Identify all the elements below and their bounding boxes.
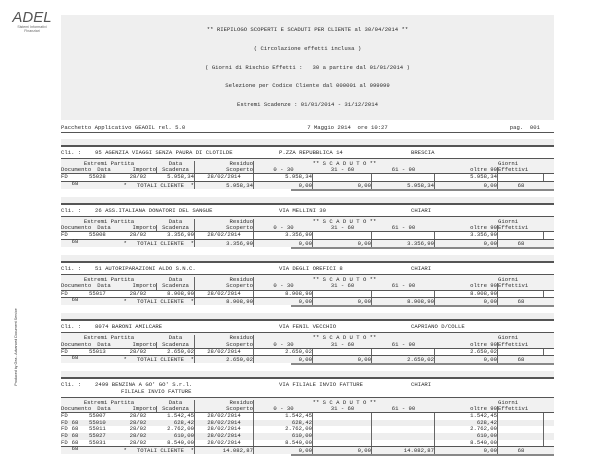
days: 68 xyxy=(71,354,79,362)
doc-date: 28/02 xyxy=(129,438,147,446)
doc-number: 55008 xyxy=(89,231,106,239)
due-date: 28/02/2014 xyxy=(195,426,254,433)
page-number: 001 xyxy=(529,124,540,132)
report-date: 7 Maggio 2014 ore 10:27 xyxy=(307,124,388,132)
days: 68 xyxy=(71,445,79,453)
col-data-top: Data xyxy=(157,277,195,283)
col-scadenza: Scadenza xyxy=(157,225,195,231)
col-giorni: Giorni xyxy=(498,217,519,225)
col-data: Data xyxy=(97,340,111,348)
col-effettivi: Effettivi xyxy=(498,224,529,232)
bucket-61-90: 1.542,45 xyxy=(435,413,498,420)
residual: 5.958,34 xyxy=(254,174,313,181)
col-residuo: Residuo xyxy=(195,400,254,406)
due-date: 28/02/2014 xyxy=(195,291,254,298)
bucket-61-90: 628,42 xyxy=(435,420,498,427)
col-residuo: Residuo xyxy=(195,277,254,283)
column-header xyxy=(61,217,554,231)
doc-type: FD xyxy=(61,412,68,420)
doc-date: 28/02 xyxy=(129,418,147,426)
bucket-0-30 xyxy=(313,426,372,433)
doc-type: FD xyxy=(61,231,68,239)
col-data-top: Data xyxy=(157,400,195,406)
client-label: Cli. : xyxy=(61,323,82,331)
bucket-oltre-90 xyxy=(498,174,544,181)
col-31-60: 31 - 60 xyxy=(330,405,355,412)
col-oltre-90: oltre 90 xyxy=(435,283,498,289)
divider xyxy=(291,189,554,191)
total-31-60: 0,00 xyxy=(313,447,372,454)
total-oltre-90: 0,00 xyxy=(435,447,498,454)
bucket-61-90: 2.650,02 xyxy=(435,349,498,356)
col-importo: Importo xyxy=(119,167,157,173)
doc-number: 55028 xyxy=(89,173,106,181)
client-totals-row xyxy=(61,447,554,454)
client-header xyxy=(61,147,554,158)
report-subtitle-estremi: Estremi Scadenze : 01/01/2014 - 31/12/2014 xyxy=(237,100,378,108)
days: 68 xyxy=(71,418,79,426)
col-oltre-90: oltre 90 xyxy=(435,406,498,412)
bucket-31-60 xyxy=(372,232,435,239)
client-code-name: 2499 BENZINA A GO' GO' S.r.l. xyxy=(95,381,193,389)
total-residuo: 8.908,90 xyxy=(195,298,254,305)
bucket-oltre-90 xyxy=(498,413,544,420)
client-list xyxy=(61,139,554,456)
total-31-60: 0,00 xyxy=(313,240,372,247)
due-date: 28/02/2014 xyxy=(195,440,254,447)
bucket-oltre-90 xyxy=(498,232,544,239)
totals-label: * TOTALI CLIENTE * xyxy=(61,240,195,247)
bucket-oltre-90 xyxy=(498,433,544,440)
doc-type: FD xyxy=(61,347,68,355)
col-scaduto: ** S C A D U T O ** xyxy=(312,159,377,167)
col-effettivi: Effettivi xyxy=(498,405,529,412)
client-totals-row xyxy=(61,179,554,189)
total-giorni: 68 xyxy=(517,298,525,306)
client-block xyxy=(61,371,554,456)
amount: 1.542,45 xyxy=(157,413,195,420)
col-estremi-partita: Estremi Partita xyxy=(83,159,135,167)
doc-date: 28/02 xyxy=(129,289,147,297)
total-0-30: 0,00 xyxy=(254,182,313,189)
due-date: 28/02/2014 xyxy=(195,433,254,440)
doc-number: 55007 xyxy=(89,412,106,420)
client-header xyxy=(61,379,554,396)
page-label: pag. xyxy=(509,124,524,132)
bucket-0-30 xyxy=(313,440,372,447)
total-giorni: 68 xyxy=(517,356,525,364)
report-title: ** RIEPILOGO SCOPERTI E SCADUTI PER CLIENTE al 30/04/2014 ** xyxy=(206,26,409,34)
client-header xyxy=(61,263,554,274)
logo-subtitle-2: Finanziari xyxy=(24,29,40,34)
total-residuo: 5.958,34 xyxy=(195,182,254,189)
client-name xyxy=(95,208,279,214)
doc-date: 28/02 xyxy=(129,431,147,439)
due-date: 28/02/2014 xyxy=(195,420,254,427)
col-scaduto: ** S C A D U T O ** xyxy=(312,276,377,284)
bucket-31-60 xyxy=(372,426,435,433)
col-0-30: 0 - 30 xyxy=(273,282,294,290)
residual: 1.542,45 xyxy=(254,413,313,420)
amount: 3.356,99 xyxy=(157,232,195,239)
client-address: VIA FENIL VECCHIO xyxy=(279,323,337,331)
col-data-top: Data xyxy=(157,335,195,341)
total-0-30: 0,00 xyxy=(254,447,313,454)
report-subtitle-circolazione: ( Circolazione effetti inclusa ) xyxy=(253,45,362,52)
total-residuo: 3.356,99 xyxy=(195,240,254,247)
col-scaduto: ** S C A D U T O ** xyxy=(312,217,377,225)
col-scoperto: Scoperto xyxy=(195,342,254,348)
col-oltre-90: oltre 90 xyxy=(435,167,498,173)
doc-type: FD xyxy=(61,289,68,297)
due-date: 28/02/2014 xyxy=(195,174,254,181)
amount: 2.762,00 xyxy=(157,426,195,433)
column-header xyxy=(61,275,554,289)
total-61-90: 5.958,34 xyxy=(372,182,435,189)
total-31-60: 0,00 xyxy=(313,356,372,363)
col-effettivi: Effettivi xyxy=(498,340,529,348)
col-documento: Documento xyxy=(61,340,92,348)
col-scadenza: Scadenza xyxy=(157,342,195,348)
report-subtitle-selezione: Selezione per Codice Cliente dal 000001 al 999999 xyxy=(225,82,390,90)
doc-type: FD xyxy=(61,431,68,439)
col-giorni: Giorni xyxy=(498,398,519,406)
col-scoperto: Scoperto xyxy=(195,283,254,289)
col-61-90: 61 - 90 xyxy=(391,224,416,232)
client-code-name: 26 ASS.ITALIANA DONATORI DEL SANGUE xyxy=(95,206,213,214)
col-31-60: 31 - 60 xyxy=(330,340,355,348)
totals-label: * TOTALI CLIENTE * xyxy=(61,298,195,305)
col-61-90: 61 - 90 xyxy=(391,340,416,348)
col-estremi-partita: Estremi Partita xyxy=(83,276,135,284)
client-label: Cli. : xyxy=(61,381,82,389)
col-documento: Documento xyxy=(61,405,92,412)
client-name xyxy=(95,324,279,330)
doc-type: FD xyxy=(61,438,68,446)
bucket-31-60 xyxy=(372,349,435,356)
client-totals-row xyxy=(61,298,554,305)
client-address: VIA DEGLI OREFICI 8 xyxy=(279,264,343,272)
client-code-name: 8074 BARONI AMILCARE xyxy=(95,323,163,331)
doc-type: FD xyxy=(61,425,68,433)
doc-number: 55010 xyxy=(89,418,106,426)
bucket-0-30 xyxy=(313,420,372,427)
amount: 2.650,02 xyxy=(157,349,195,356)
doc-number: 55027 xyxy=(89,431,106,439)
bucket-0-30 xyxy=(313,291,372,298)
bucket-61-90: 5.958,34 xyxy=(435,174,498,181)
bucket-61-90: 3.356,99 xyxy=(435,232,498,239)
residual: 2.762,00 xyxy=(254,426,313,433)
bucket-0-30 xyxy=(313,232,372,239)
client-city: CHIARI xyxy=(411,206,432,214)
column-header xyxy=(61,398,554,412)
total-61-90: 14.082,87 xyxy=(372,447,435,454)
col-giorni: Giorni xyxy=(498,276,519,284)
client-address: VIA MELLINI 30 xyxy=(279,206,326,214)
col-31-60: 31 - 60 xyxy=(330,224,355,232)
client-block xyxy=(61,313,554,365)
logo-subtitle-1: Sistemi Informativi xyxy=(17,25,47,29)
bucket-31-60 xyxy=(372,413,435,420)
col-estremi-partita: Estremi Partita xyxy=(83,398,135,406)
bucket-0-30 xyxy=(313,413,372,420)
doc-number: 55013 xyxy=(89,347,106,355)
doc-number: 55017 xyxy=(89,289,106,297)
total-giorni: 68 xyxy=(517,239,525,247)
bucket-61-90: 8.540,00 xyxy=(435,440,498,447)
bucket-oltre-90 xyxy=(498,291,544,298)
col-importo: Importo xyxy=(119,225,157,231)
total-residuo: 2.650,02 xyxy=(195,356,254,363)
bucket-oltre-90 xyxy=(498,440,544,447)
col-oltre-90: oltre 90 xyxy=(435,342,498,348)
total-31-60: 0,00 xyxy=(313,298,372,305)
client-totals-row xyxy=(61,356,554,363)
due-date: 28/02/2014 xyxy=(195,413,254,420)
page-indicator xyxy=(510,125,540,131)
total-oltre-90: 0,00 xyxy=(435,356,498,363)
column-header xyxy=(61,159,554,173)
col-residuo: Residuo xyxy=(195,335,254,341)
col-importo: Importo xyxy=(119,283,157,289)
col-giorni: Giorni xyxy=(498,334,519,342)
doc-date: 28/02 xyxy=(129,347,147,355)
total-61-90: 3.356,99 xyxy=(372,240,435,247)
col-estremi-partita: Estremi Partita xyxy=(83,334,135,342)
client-block xyxy=(61,255,554,307)
col-data: Data xyxy=(97,165,111,173)
col-estremi-partita: Estremi Partita xyxy=(83,217,135,225)
client-address: VIA FILIALE INVIO FATTURE xyxy=(279,381,363,389)
client-city: CHIARI xyxy=(411,381,432,389)
col-scoperto: Scoperto xyxy=(195,225,254,231)
client-code-name: 95 AGENZIA VIAGGI SENZA PAURA DI CLOTILDE xyxy=(95,148,233,156)
bucket-31-60 xyxy=(372,174,435,181)
bucket-31-60 xyxy=(372,420,435,427)
total-oltre-90: 0,00 xyxy=(435,298,498,305)
days: 68 xyxy=(71,438,79,446)
total-61-90: 2.650,02 xyxy=(372,356,435,363)
bucket-31-60 xyxy=(372,291,435,298)
doc-date: 28/02 xyxy=(129,231,147,239)
doc-type: FD xyxy=(61,173,68,181)
amount: 5.958,34 xyxy=(157,174,195,181)
bucket-0-30 xyxy=(313,174,372,181)
client-city: BRESCIA xyxy=(411,148,435,156)
adel-logo xyxy=(12,10,52,34)
total-0-30: 0,00 xyxy=(254,240,313,247)
client-label: Cli. : xyxy=(61,264,82,272)
col-importo: Importo xyxy=(119,406,157,412)
totals-label: * TOTALI CLIENTE * xyxy=(61,447,195,454)
col-documento: Documento xyxy=(61,165,92,173)
col-0-30: 0 - 30 xyxy=(273,405,294,412)
client-block xyxy=(61,197,554,249)
col-0-30: 0 - 30 xyxy=(273,224,294,232)
bucket-0-30 xyxy=(313,349,372,356)
col-scoperto: Scoperto xyxy=(195,406,254,412)
col-data-top: Data xyxy=(157,161,195,167)
amount: 628,42 xyxy=(157,420,195,427)
client-code-name: 51 AUTORIPARAZIONI ALDO S.N.C. xyxy=(95,264,196,272)
producer-credit: Produced by Gea - Advanced Document Service xyxy=(14,308,18,386)
col-oltre-90: oltre 90 xyxy=(435,225,498,231)
client-label: Cli. : xyxy=(61,206,82,214)
report-page xyxy=(61,15,554,456)
amount: 8.908,90 xyxy=(157,291,195,298)
amount: 610,00 xyxy=(157,433,195,440)
col-effettivi: Effettivi xyxy=(498,282,529,290)
client-label: Cli. : xyxy=(61,148,82,156)
bucket-oltre-90 xyxy=(498,349,544,356)
total-giorni: 68 xyxy=(517,447,525,455)
days: 68 xyxy=(71,431,79,439)
divider xyxy=(291,247,554,249)
residual: 628,42 xyxy=(254,420,313,427)
client-address: P.ZZA REPUBBLICA 14 xyxy=(279,148,343,156)
col-documento: Documento xyxy=(61,224,92,232)
client-name xyxy=(95,266,279,272)
col-61-90: 61 - 90 xyxy=(391,405,416,412)
col-31-60: 31 - 60 xyxy=(330,165,355,173)
total-residuo: 14.082,87 xyxy=(195,447,254,454)
col-data: Data xyxy=(97,282,111,290)
col-effettivi: Effettivi xyxy=(498,165,529,173)
col-residuo: Residuo xyxy=(195,219,254,225)
total-61-90: 8.908,90 xyxy=(372,298,435,305)
col-residuo: Residuo xyxy=(195,161,254,167)
package-name: Pacchetto Applicativo GEAOIL rel. 5.0 xyxy=(61,124,186,132)
col-giorni: Giorni xyxy=(498,159,519,167)
client-name xyxy=(95,150,279,156)
residual: 2.650,02 xyxy=(254,349,313,356)
residual: 610,00 xyxy=(254,433,313,440)
col-0-30: 0 - 30 xyxy=(273,340,294,348)
residual: 3.356,99 xyxy=(254,232,313,239)
bucket-61-90: 610,00 xyxy=(435,433,498,440)
residual: 8.908,90 xyxy=(254,291,313,298)
total-0-30: 0,00 xyxy=(254,356,313,363)
bucket-31-60 xyxy=(372,440,435,447)
col-scadenza: Scadenza xyxy=(157,283,195,289)
doc-date: 28/02 xyxy=(129,412,147,420)
amount: 8.540,00 xyxy=(157,440,195,447)
doc-date: 28/02 xyxy=(129,173,147,181)
due-date: 28/02/2014 xyxy=(195,349,254,356)
col-0-30: 0 - 30 xyxy=(273,165,294,173)
days: 68 xyxy=(71,296,79,304)
total-giorni: 68 xyxy=(517,181,525,189)
doc-number: 55011 xyxy=(89,425,106,433)
col-data: Data xyxy=(97,224,111,232)
doc-date: 28/02 xyxy=(129,425,147,433)
report-subtitle-giorni: ( Giorni di Rischio Effetti : 30 a partire dal 01/01/2014 ) xyxy=(205,63,410,71)
client-totals-row xyxy=(61,237,554,247)
total-oltre-90: 0,00 xyxy=(435,240,498,247)
col-scoperto: Scoperto xyxy=(195,167,254,173)
days: 68 xyxy=(71,425,79,433)
bucket-61-90: 2.762,00 xyxy=(435,426,498,433)
due-date: 28/02/2014 xyxy=(195,232,254,239)
col-31-60: 31 - 60 xyxy=(330,282,355,290)
residual: 8.540,00 xyxy=(254,440,313,447)
col-data-top: Data xyxy=(157,219,195,225)
doc-type: FD xyxy=(61,418,68,426)
report-header xyxy=(61,15,554,120)
divider xyxy=(61,132,554,133)
col-scaduto: ** S C A D U T O ** xyxy=(312,398,377,406)
days: 68 xyxy=(71,237,79,245)
bucket-61-90: 8.908,90 xyxy=(435,291,498,298)
divider xyxy=(291,305,554,307)
doc-number: 55031 xyxy=(89,438,106,446)
bucket-31-60 xyxy=(372,433,435,440)
total-oltre-90: 0,00 xyxy=(435,182,498,189)
col-scadenza: Scadenza xyxy=(157,406,195,412)
col-documento: Documento xyxy=(61,282,92,290)
logo-mark: ADEL xyxy=(12,9,52,26)
col-61-90: 61 - 90 xyxy=(391,165,416,173)
totals-label: * TOTALI CLIENTE * xyxy=(61,356,195,363)
col-61-90: 61 - 90 xyxy=(391,282,416,290)
col-importo: Importo xyxy=(119,342,157,348)
client-header xyxy=(61,321,554,332)
bucket-oltre-90 xyxy=(498,420,544,427)
total-31-60: 0,00 xyxy=(313,182,372,189)
client-subname: FILIALE INVIO FATTURE xyxy=(121,387,192,395)
client-block xyxy=(61,139,554,191)
divider xyxy=(291,363,554,365)
total-0-30: 0,00 xyxy=(254,298,313,305)
totals-label: * TOTALI CLIENTE * xyxy=(61,182,195,189)
bucket-oltre-90 xyxy=(498,426,544,433)
col-data: Data xyxy=(97,405,111,412)
days: 68 xyxy=(71,179,79,187)
client-header xyxy=(61,205,554,216)
client-name xyxy=(95,382,279,394)
column-header xyxy=(61,333,554,347)
client-city: CHIARI xyxy=(411,264,432,272)
col-scadenza: Scadenza xyxy=(157,167,195,173)
client-city: CAPRIANO D/COLLE xyxy=(411,323,465,331)
bucket-0-30 xyxy=(313,433,372,440)
col-scaduto: ** S C A D U T O ** xyxy=(312,334,377,342)
